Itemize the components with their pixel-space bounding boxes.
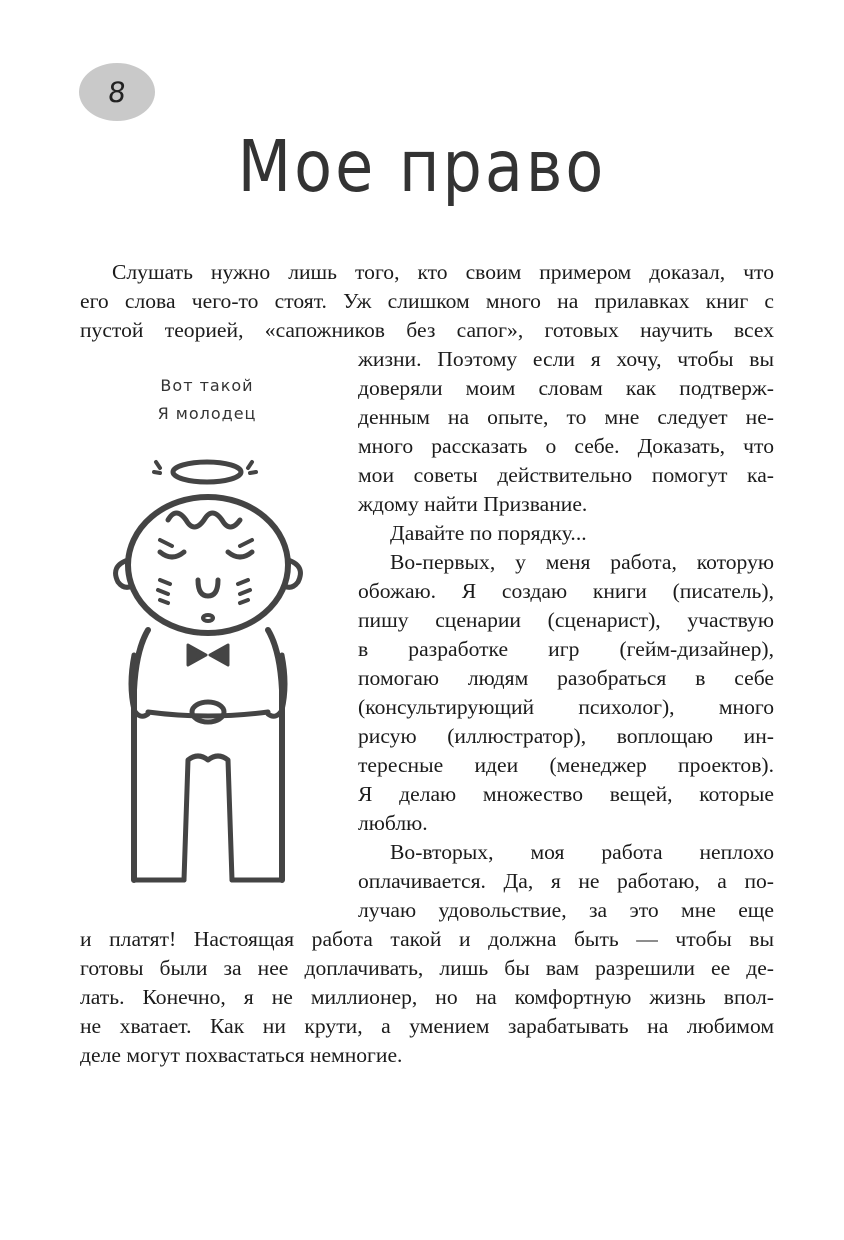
page-number: 8	[106, 75, 128, 109]
text-line: мои советы действительно помогут ка-	[358, 463, 774, 487]
caption-line-1: Вот такой	[160, 376, 254, 395]
text-line: лать. Конечно, я не миллионер, но на комфортную жизнь впол-	[80, 985, 774, 1009]
text-line: и платят! Настоящая работа такой и должна быть — чтобы вы	[80, 927, 774, 951]
text-line: люблю.	[358, 811, 428, 835]
text-line: Я делаю множество вещей, которые	[358, 782, 774, 806]
text-line: пустой теорией, «сапожников без сапог», готовых научить всех	[80, 318, 774, 342]
text-line: Слушать нужно лишь того, кто своим примером доказал, что	[112, 260, 774, 284]
text-line: деле могут похвастаться немногие.	[80, 1043, 403, 1067]
belt-buckle-icon	[192, 702, 224, 722]
text-line: денным на опыте, то мне следует не-	[358, 405, 774, 429]
text-line: не хватает. Как ни крути, а умением зарабатывать на любимом	[80, 1014, 774, 1038]
text-line: Во-первых, у меня работа, которую	[390, 550, 774, 574]
text-line: (консультирующий психолог), много	[358, 695, 774, 719]
text-line: лучаю удовольствие, за это мне еще	[358, 898, 774, 922]
text-line: тересные идеи (менеджер проектов).	[358, 753, 774, 777]
halo-icon	[173, 462, 241, 482]
page-title: Мое право	[237, 124, 607, 209]
text-line: оплачивается. Да, я не работаю, а по-	[358, 869, 774, 893]
text-line: много рассказать о себе. Доказать, что	[358, 434, 774, 458]
text-line: пишу сценарии (сценарист), участвую	[358, 608, 774, 632]
caption-line-2: Я молодец	[157, 404, 257, 423]
text-line: доверяли моим словам как подтверж-	[358, 376, 774, 400]
text-line: обожаю. Я создаю книги (писатель),	[358, 579, 774, 603]
page-number-badge	[79, 63, 155, 121]
text-line: готовы были за нее доплачивать, лишь бы вам разрешили ее де-	[80, 956, 774, 980]
text-line: Во-вторых, моя работа неплохо	[390, 840, 774, 864]
text-line: помогаю людям разобраться в себе	[358, 666, 774, 690]
text-line: ждому найти Призвание.	[358, 492, 588, 516]
illustration-caption	[132, 372, 282, 428]
text-line: его слова чего-то стоят. Уж слишком много на прилавках книг с	[80, 289, 774, 313]
text-line: Давайте по порядку...	[390, 521, 587, 545]
text-line: в разработке игр (гейм-дизайнер),	[358, 637, 774, 661]
text-line: рисую (иллюстратор), воплощаю ин-	[358, 724, 774, 748]
text-line: жизни. Поэтому если я хочу, чтобы вы	[358, 347, 774, 371]
cartoon-man-illustration	[90, 440, 310, 910]
